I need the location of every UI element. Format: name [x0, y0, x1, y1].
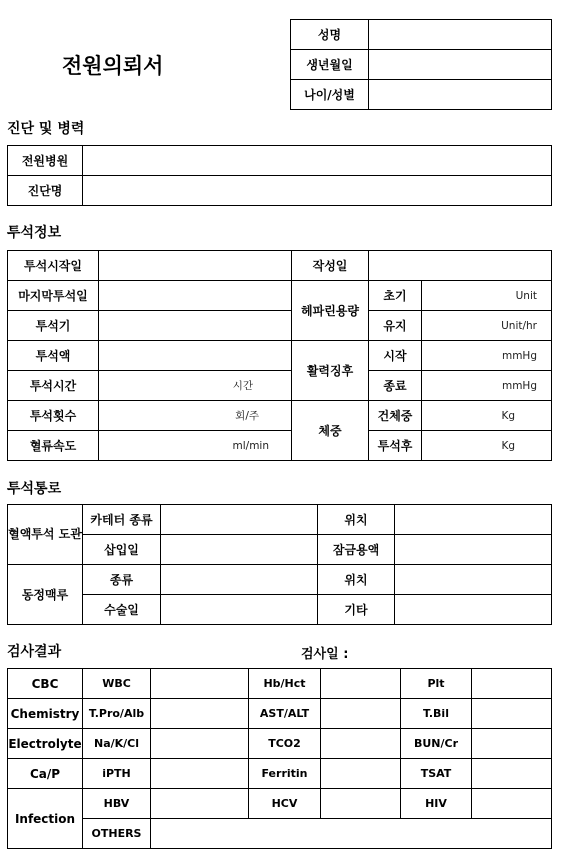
diagnosis-heading: 진단 및 병력: [7, 121, 85, 137]
lock-solution-label: 잠금용액: [318, 535, 395, 565]
created-date-label: 작성일: [292, 251, 369, 281]
start-date-label: 투석시작일: [8, 251, 99, 281]
lab-item-label: BUN/Cr: [401, 729, 472, 759]
lab-item-label: Plt: [401, 669, 472, 699]
lab-item-label: HIV: [401, 789, 472, 819]
lab-others-label: OTHERS: [83, 819, 151, 849]
lab-value-field[interactable]: [472, 789, 552, 819]
test-date-label: 검사일 :: [301, 647, 349, 662]
heparin-label: 헤파린용량: [292, 281, 369, 341]
access-heading: 투석통로: [7, 481, 62, 497]
age-sex-label: 나이/성별: [291, 80, 369, 110]
lab-value-field[interactable]: [151, 759, 249, 789]
vitals-end-field[interactable]: mmHg: [422, 371, 552, 401]
hospital-field[interactable]: [83, 146, 552, 176]
dialysate-field[interactable]: [99, 341, 292, 371]
vitals-start-field[interactable]: mmHg: [422, 341, 552, 371]
lock-solution-field[interactable]: [395, 535, 552, 565]
catheter-type-label: 카테터 종류: [83, 505, 161, 535]
avf-type-label: 종류: [83, 565, 161, 595]
machine-label: 투석기: [8, 311, 99, 341]
weight-label: 체중: [292, 401, 369, 461]
labs-table: [7, 668, 552, 849]
avf-position-label: 위치: [318, 565, 395, 595]
lab-item-label: T.Bil: [401, 699, 472, 729]
avf-label: 동정맥루: [8, 565, 83, 625]
dialysis-heading: 투석정보: [7, 225, 62, 241]
name-label: 성명: [291, 20, 369, 50]
heparin-maint-field[interactable]: Unit/hr: [422, 311, 552, 341]
lab-others-field[interactable]: [151, 819, 552, 849]
hospital-label: 전원병원: [8, 146, 83, 176]
dialysis-table: [7, 250, 552, 461]
lab-group-ca-p: Ca/P: [8, 759, 83, 789]
lab-item-label: iPTH: [83, 759, 151, 789]
avf-type-field[interactable]: [161, 565, 318, 595]
lab-value-field[interactable]: [151, 699, 249, 729]
lab-item-label: T.Pro/Alb: [83, 699, 151, 729]
vitals-end-label: 종료: [369, 371, 422, 401]
lab-item-label: TSAT: [401, 759, 472, 789]
lab-group-chemistry: Chemistry: [8, 699, 83, 729]
dob-field[interactable]: [369, 50, 552, 80]
catheter-label: 혈액투석 도관: [8, 505, 83, 565]
lab-value-field[interactable]: [151, 789, 249, 819]
created-date-field[interactable]: [369, 251, 552, 281]
lab-value-field[interactable]: [472, 759, 552, 789]
lab-item-label: HCV: [249, 789, 321, 819]
lab-item-label: Na/K/Cl: [83, 729, 151, 759]
vitals-start-label: 시작: [369, 341, 422, 371]
diagnosis-table: [7, 145, 552, 206]
lab-item-label: WBC: [83, 669, 151, 699]
document-title: 전원의뢰서: [62, 54, 164, 78]
heparin-maint-label: 유지: [369, 311, 422, 341]
machine-field[interactable]: [99, 311, 292, 341]
access-table: [7, 504, 552, 625]
dob-label: 생년월일: [291, 50, 369, 80]
blood-flow-label: 혈류속도: [8, 431, 99, 461]
heparin-initial-field[interactable]: Unit: [422, 281, 552, 311]
heparin-initial-label: 초기: [369, 281, 422, 311]
lab-item-label: TCO2: [249, 729, 321, 759]
frequency-label: 투석횟수: [8, 401, 99, 431]
diagnosis-field[interactable]: [83, 176, 552, 206]
post-weight-field[interactable]: Kg: [422, 431, 552, 461]
frequency-field[interactable]: 회/주: [99, 401, 292, 431]
lab-group-infection: Infection: [8, 789, 83, 849]
other-field[interactable]: [395, 595, 552, 625]
avf-position-field[interactable]: [395, 565, 552, 595]
lab-value-field[interactable]: [321, 789, 401, 819]
age-sex-field[interactable]: [369, 80, 552, 110]
lab-item-label: Ferritin: [249, 759, 321, 789]
lab-group-electrolyte: Electrolyte: [8, 729, 83, 759]
lab-item-label: Hb/Hct: [249, 669, 321, 699]
catheter-position-field[interactable]: [395, 505, 552, 535]
lab-group-cbc: CBC: [8, 669, 83, 699]
lab-value-field[interactable]: [321, 669, 401, 699]
surgery-date-field[interactable]: [161, 595, 318, 625]
patient-info-table: [290, 19, 552, 110]
lab-item-label: AST/ALT: [249, 699, 321, 729]
lab-value-field[interactable]: [472, 699, 552, 729]
dialysate-label: 투석액: [8, 341, 99, 371]
last-dialysis-label: 마지막투석일: [8, 281, 99, 311]
lab-value-field[interactable]: [472, 669, 552, 699]
duration-label: 투석시간: [8, 371, 99, 401]
vitals-label: 활력징후: [292, 341, 369, 401]
last-dialysis-field[interactable]: [99, 281, 292, 311]
lab-value-field[interactable]: [321, 699, 401, 729]
lab-value-field[interactable]: [472, 729, 552, 759]
lab-item-label: HBV: [83, 789, 151, 819]
post-weight-label: 투석후: [369, 431, 422, 461]
catheter-position-label: 위치: [318, 505, 395, 535]
lab-value-field[interactable]: [151, 669, 249, 699]
name-field[interactable]: [369, 20, 552, 50]
insertion-date-label: 삽입일: [83, 535, 161, 565]
catheter-type-field[interactable]: [161, 505, 318, 535]
dry-weight-label: 건체중: [369, 401, 422, 431]
duration-field[interactable]: 시간: [99, 371, 292, 401]
other-label: 기타: [318, 595, 395, 625]
lab-value-field[interactable]: [321, 759, 401, 789]
blood-flow-field[interactable]: ml/min: [99, 431, 292, 461]
labs-heading: 검사결과: [7, 644, 62, 660]
surgery-date-label: 수술일: [83, 595, 161, 625]
dry-weight-field[interactable]: Kg: [422, 401, 552, 431]
start-date-field[interactable]: [99, 251, 292, 281]
lab-value-field[interactable]: [151, 729, 249, 759]
insertion-date-field[interactable]: [161, 535, 318, 565]
lab-value-field[interactable]: [321, 729, 401, 759]
diagnosis-label: 진단명: [8, 176, 83, 206]
